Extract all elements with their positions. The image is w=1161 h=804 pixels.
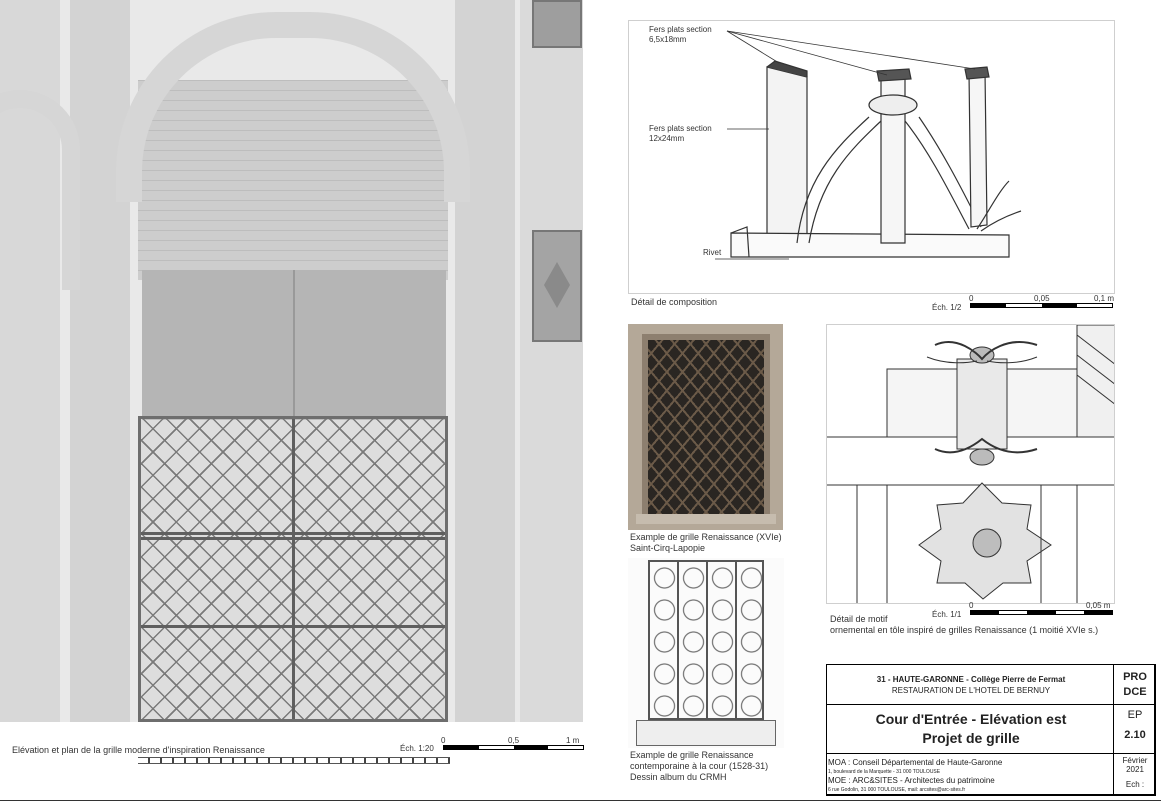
tb-title-line1: Cour d'Entrée - Elévation est [875,711,1067,727]
main-arch [116,12,470,202]
grille-drawing-body [648,560,764,720]
composition-caption: Détail de composition [631,297,718,307]
callout-rivet: Rivet [703,248,722,257]
tb-date-line2: 2021 [1126,765,1144,774]
composition-scale-tick-mid: 0,05 [1034,294,1050,303]
tb-moa-line1: MOA : Conseil Départemental de Haute-Garonne [828,758,1003,767]
renaissance-window-photo [628,324,783,530]
tb-doc-number: 2.10 [1124,729,1146,741]
facade-caption: Elévation et plan de la grille moderne d'inspiration Renaissance [12,745,265,755]
upper-window-panel [532,0,582,48]
renaissance-grille-gate [138,416,448,722]
tb-doc-code: EP [1127,709,1143,721]
title-block [826,664,1155,795]
tb-scale-label: Ech : [1125,780,1145,789]
gate-lower-rail [141,625,445,628]
drawing-caption-l1: Example de grille Renaissance [630,750,754,760]
motif-caption-l1: Détail de motif [830,614,888,624]
tb-title-line2: Projet de grille [922,730,1020,746]
side-arch [0,90,80,290]
facade-scale-tick-0: 0 [441,736,446,745]
window-sill [636,514,776,524]
window-grille [648,340,764,516]
motif-scale-tick-0: 0 [969,601,974,610]
drawing-caption-l2: contemporaine à la cour (1528-31) [630,761,769,771]
composition-scale-bar [970,303,1113,308]
tb-header-line1: 31 - HAUTE-GARONNE - Collège Pierre de Fermat [876,675,1066,684]
gate-center-bar [292,419,295,719]
callout-flat-iron-large-l2: 12x24mm [649,134,685,143]
tb-header-cell [826,664,1114,705]
right-pilaster [520,0,583,722]
callout-flat-iron-small-l2: 6,5x18mm [649,35,687,44]
tb-phase-line2: DCE [1123,686,1147,698]
inner-right-pilaster [455,0,515,722]
composition-scale-tick-end: 0,1 m [1094,294,1115,303]
tb-date-line1: Février [1122,756,1148,765]
composition-sketch [629,21,1115,294]
composition-scale-tick-0: 0 [969,294,974,303]
tb-header-line2: RESTAURATION DE L'HOTEL DE BERNUY [891,686,1051,695]
facade-elevation-drawing [0,0,583,722]
sheet-bottom-rule [0,800,1161,801]
door-joint [293,270,295,420]
callout-flat-iron-large-l1: Fers plats section [649,124,712,133]
inner-left-pilaster [70,0,130,722]
motif-detail-panel [826,324,1115,604]
callout-flat-iron-small-l1: Fers plats section [649,25,712,34]
grille-drawing-base [636,720,776,746]
motif-sketch [827,325,1115,604]
grille-plan-strip [138,757,450,764]
motif-caption-l2: ornemental en tôle inspiré de grilles Renaissance (1 moitié XVIe s.) [830,625,1099,635]
motif-scale-label: Éch. 1/1 [932,610,962,619]
gate-middle-rail [141,537,445,540]
renaissance-grille-drawing [628,558,784,748]
facade-scale-label: Éch. 1:20 [400,744,434,753]
composition-scale-label: Éch. 1/2 [932,303,962,312]
photo-caption-l2: Saint-Cirq-Lapopie [630,543,706,553]
composition-detail-panel [628,20,1115,294]
motif-scale-bar [970,610,1113,615]
motif-scale-tick-end: 0,05 m [1086,601,1111,610]
facade-scale-bar [443,745,584,750]
facade-scale-tick-end: 1 m [566,736,580,745]
tb-phase-line1: PRO [1123,671,1147,683]
gate-upper-rail [141,532,445,535]
facade-scale-tick-mid: 0,5 [508,736,520,745]
tb-moa-line2: 1, boulevard de la Marquette - 31 000 TOULOUSE [828,769,941,775]
drawing-caption-l3: Dessin album du CRMH [630,772,727,782]
photo-caption-l1: Example de grille Renaissance (XVIe) [630,532,782,542]
tb-moe-line1: MOE : ARC&SITES - Architectes du patrimoine [828,776,995,785]
tb-moe-line2: 6 rue Godolin, 31 000 TOULOUSE, mail: arcsites@arc-sites.fr [828,787,966,793]
